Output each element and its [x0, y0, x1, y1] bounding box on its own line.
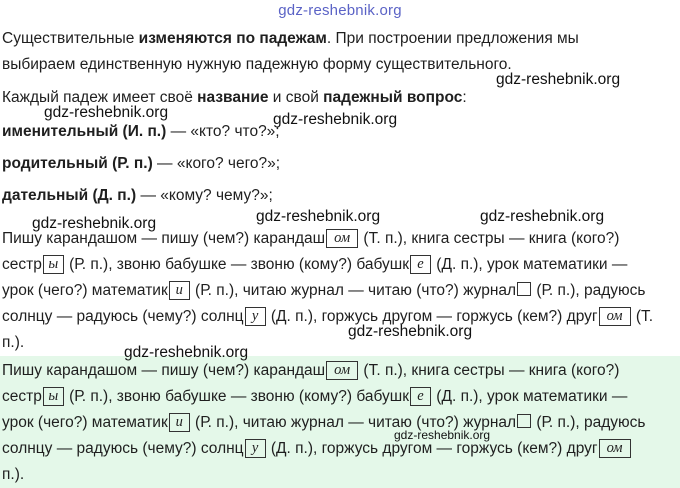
exercise-text: сестр — [2, 256, 42, 273]
zero-ending-box — [517, 414, 531, 428]
intro-line-2 — [2, 54, 512, 76]
intro-line-1 — [2, 28, 579, 50]
watermark: gdz-reshebnik.org — [32, 215, 157, 232]
ending-box: ом — [326, 229, 358, 248]
answer-text: (Р. п.), звоню бабушке — звоню (кому?) бабушк — [64, 388, 409, 405]
answer-line-3 — [2, 412, 646, 434]
watermark: gdz-reshebnik.org — [124, 344, 249, 361]
watermark-top: gdz-reshebnik.org — [278, 2, 402, 19]
exercise-text: (Р. п.), звоню бабушке — звоню (кому?) бабушк — [64, 256, 409, 273]
ending-box: и — [169, 281, 190, 300]
ending-box: ом — [326, 361, 358, 380]
intro-bold: падежный вопрос — [323, 89, 463, 106]
exercise-text: (Д. п.), урок математики — — [431, 256, 628, 273]
watermark: gdz-reshebnik.org — [348, 323, 473, 340]
exercise-text: п.). — [2, 334, 25, 351]
case-name: родительный (Р. п.) — [2, 155, 153, 172]
answer-line-2 — [2, 386, 627, 408]
ending-box: ом — [599, 307, 631, 326]
case-dative — [2, 185, 273, 207]
answer-text: солнцу — радуюсь (чему?) солнц — [2, 440, 244, 457]
intro-text: Каждый падеж имеет своё — [2, 89, 198, 106]
intro-text: : — [462, 89, 467, 106]
ending-box: ы — [43, 255, 64, 274]
ending-box: ы — [43, 387, 64, 406]
intro-bold: изменяются по падежам — [138, 30, 327, 47]
watermark: gdz-reshebnik.org — [394, 428, 491, 442]
zero-ending-box — [517, 282, 531, 296]
ending-box: у — [245, 439, 266, 458]
ending-box: ом — [599, 439, 631, 458]
answer-text: (Р. п.), радуюсь — [532, 414, 646, 431]
answer-text: Пишу карандашом — пишу (чем?) карандаш — [2, 362, 326, 379]
ending-box: е — [410, 387, 431, 406]
exercise-text: (Т. п.), книга сестры — книга (кого?) — [359, 230, 620, 247]
case-question: — «кому? чему?»; — [136, 187, 273, 204]
answer-line-1 — [2, 360, 619, 382]
answer-text: (Д. п.), горжусь другом — горжусь (кем?) друг — [266, 440, 598, 457]
ending-box: у — [245, 307, 266, 326]
answer-text: урок (чего?) математик — [2, 414, 168, 431]
watermark: gdz-reshebnik.org — [44, 104, 169, 121]
watermark: gdz-reshebnik.org — [256, 208, 381, 225]
intro-text: Существительные — [2, 30, 139, 47]
exercise-text: урок (чего?) математик — [2, 282, 168, 299]
exercise-text: (Р. п.), радуюсь — [532, 282, 646, 299]
case-genitive — [2, 153, 280, 175]
watermark: gdz-reshebnik.org — [496, 71, 621, 88]
answer-text: сестр — [2, 388, 42, 405]
answer-text: (Д. п.), урок математики — — [431, 388, 628, 405]
exercise-line-3 — [2, 280, 646, 302]
answer-text: п.). — [2, 466, 25, 483]
case-name: именительный (И. п.) — [2, 123, 167, 140]
intro-text: выбираем единственную нужную падежную форму существительного. — [2, 56, 512, 73]
exercise-text: Пишу карандашом — пишу (чем?) карандаш — [2, 230, 326, 247]
exercise-text: (Т. — [631, 308, 654, 325]
ending-box: и — [169, 413, 190, 432]
intro-bold: название — [197, 89, 269, 106]
answer-line-5 — [2, 464, 24, 486]
answer-text: (Р. п.), читаю журнал — читаю (что?) журнал — [190, 414, 517, 431]
ending-box: е — [410, 255, 431, 274]
exercise-line-5 — [2, 332, 24, 354]
exercise-text: (Р. п.), читаю журнал — читаю (что?) журнал — [190, 282, 517, 299]
watermark: gdz-reshebnik.org — [480, 208, 605, 225]
exercise-text: (Д. п.), горжусь другом — горжусь (кем?) друг — [266, 308, 598, 325]
case-question: — «кого? чего?»; — [152, 155, 281, 172]
watermark: gdz-reshebnik.org — [273, 111, 398, 128]
case-question: — «кто? что?»; — [166, 123, 280, 140]
exercise-text: солнцу — радуюсь (чему?) солнц — [2, 308, 244, 325]
answer-line-4 — [2, 438, 632, 460]
intro-text: . При построении предложения мы — [326, 30, 579, 47]
exercise-line-4 — [2, 306, 653, 328]
case-name: дательный (Д. п.) — [2, 187, 137, 204]
exercise-line-2 — [2, 254, 627, 276]
intro-text: и свой — [268, 89, 324, 106]
case-nominative — [2, 121, 280, 143]
answer-text: (Т. п.), книга сестры — книга (кого?) — [359, 362, 620, 379]
